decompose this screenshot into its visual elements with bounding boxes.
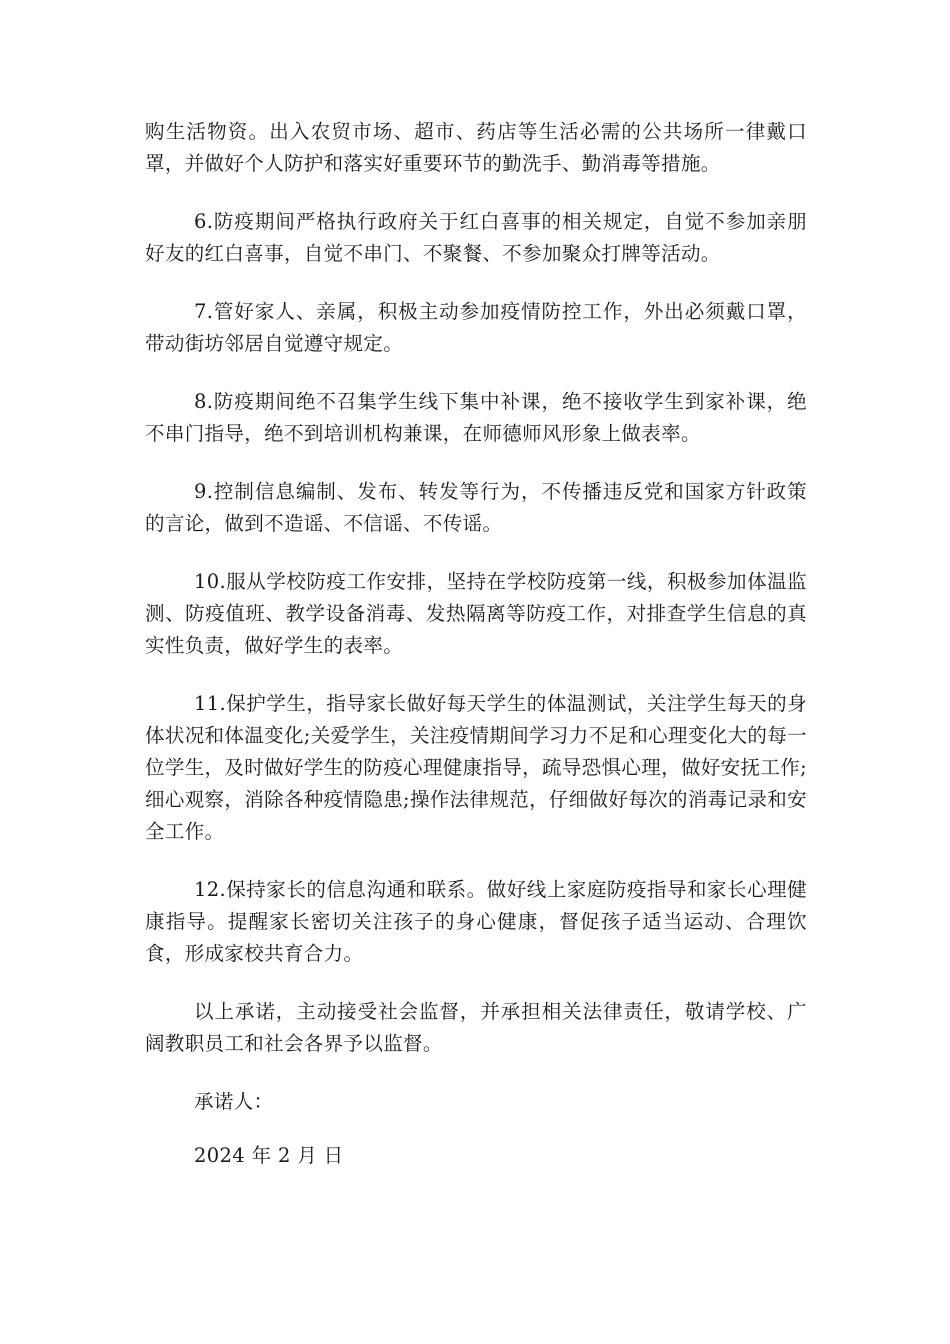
paragraph-item-12: 12.保持家长的信息沟通和联系。做好线上家庭防疫指导和家长心理健康指导。提醒家长密切关注孩子的身心健康，督促孩子适当运动、合理饮食，形成家校共育合力。 [145, 878, 807, 965]
paragraph-continuation: 购生活物资。出入农贸市场、超市、药店等生活必需的公共场所一律戴口罩，并做好个人防护和落实好重要环节的勤洗手、勤消毒等措施。 [145, 120, 807, 175]
paragraph-item-7: 7.管好家人、亲属，积极主动参加疫情防控工作，外出必须戴口罩，带动街坊邻居自觉遵守规定。 [145, 300, 807, 355]
paragraph-item-8: 8.防疫期间绝不召集学生线下集中补课，绝不接收学生到家补课，绝不串门指导，绝不到培训机构兼课，在师德师风形象上做表率。 [145, 390, 807, 445]
paragraph-item-6: 6.防疫期间严格执行政府关于红白喜事的相关规定，自觉不参加亲朋好友的红白喜事，自觉不串门、不聚餐、不参加聚众打牌等活动。 [145, 210, 807, 265]
paragraph-item-10: 10.服从学校防疫工作安排，坚持在学校防疫第一线，积极参加体温监测、防疫值班、教学设备消毒、发热隔离等防疫工作，对排查学生信息的真实性负责，做好学生的表率。 [145, 570, 807, 657]
signature-label: 承诺人： [194, 1090, 274, 1113]
paragraph-item-11: 11.保护学生，指导家长做好每天学生的体温测试，关注学生每天的身体状况和体温变化;关爱学生，关注疫情期间学习力不足和心理变化大的每一位学生，及时做好学生的防疫心理健康指导，疏导恐惧心理，做好安抚工作;细心观察，消除各种疫情隐患;操作法律规范，仔细做好每次的消毒记录和安全工作。 [145, 692, 807, 843]
paragraph-closing: 以上承诺，主动接受社会监督，并承担相关法律责任，敬请学校、广阔教职员工和社会各界予以监督。 [145, 1000, 807, 1055]
document-page [145, 116, 807, 1198]
paragraph-item-9: 9.控制信息编制、发布、转发等行为，不传播违反党和国家方针政策的言论，做到不造谣、不信谣、不传谣。 [145, 480, 807, 535]
date-line: 2024 年 2 月 日 [194, 1144, 344, 1167]
